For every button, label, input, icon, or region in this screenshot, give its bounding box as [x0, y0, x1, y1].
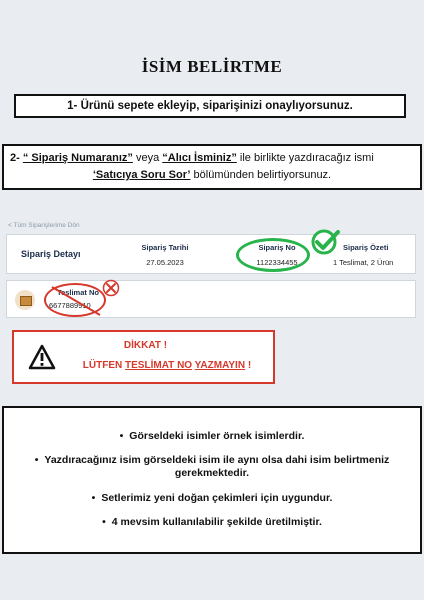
recipient-name-highlight: “Alıcı İsminiz”	[162, 152, 237, 164]
step-2-suffix: bölümünden belirtiyorsunuz.	[193, 169, 332, 181]
package-icon	[15, 290, 35, 310]
delivery-number-value: 6677889910	[49, 301, 91, 310]
strike-line	[44, 283, 106, 319]
order-number-circle	[236, 238, 310, 272]
page-title: İSİM BELİRTME	[141, 57, 283, 76]
note-item-continuation: gerekmektedir.	[174, 467, 250, 479]
warning-msg-delivery-no: TESLİMAT NO	[125, 360, 193, 371]
warning-msg-dont-write: YAZMAYIN	[194, 360, 246, 371]
warning-msg-pre: LÜTFEN	[82, 360, 123, 371]
step-1-box: 1- Ürünü sepete ekleyip, siparişinizi onaylıyorsunuz.	[14, 94, 406, 118]
step-2-line-1	[10, 150, 414, 167]
check-icon	[311, 229, 341, 255]
order-summary	[333, 243, 413, 267]
order-date	[125, 243, 205, 267]
step-2-or: veya	[135, 152, 160, 164]
step-2-mid: ile birlikte yazdıracağız ismi	[239, 152, 374, 164]
order-number-highlight: “ Sipariş Numaranız”	[22, 152, 133, 164]
delivery-number-label: Teslimat No	[57, 288, 99, 297]
cross-icon	[102, 279, 120, 297]
note-item: • Setlerimiz yeni doğan çekimleri için uygundur.	[91, 492, 333, 504]
warning-heading: DİKKAT !	[123, 340, 168, 351]
notes-box	[2, 406, 422, 554]
order-summary-value: 1 Teslimat, 2 Ürün	[333, 258, 394, 267]
order-date-label: Sipariş Tarihi	[141, 243, 189, 252]
note-item: • 4 mevsim kullanılabilir şekilde üretilmiştir.	[102, 516, 322, 528]
warning-message	[62, 360, 272, 371]
order-summary-label: Sipariş Özeti	[343, 243, 389, 252]
step-2-line-2	[10, 167, 414, 184]
ask-seller-highlight: ‘Satıcıya Soru Sor’	[92, 169, 191, 181]
order-date-value: 27.05.2023	[146, 258, 184, 267]
step-2-prefix: 2-	[10, 152, 20, 164]
warning-msg-post: !	[247, 360, 252, 371]
order-number-label: Sipariş No	[258, 243, 296, 252]
warning-box	[12, 330, 275, 384]
note-item: • Görseldeki isimler örnek isimlerdir.	[119, 430, 305, 442]
step-2-box	[2, 144, 422, 190]
order-detail-card	[6, 234, 416, 274]
order-detail-label: Sipariş Detayı	[21, 249, 81, 259]
note-item: • Yazdıracağınız isim görseldeki isim ile aynı olsa dahi isim belirtmeniz	[34, 454, 390, 466]
back-to-orders-link[interactable]: < Tüm Siparişlerime Dön	[8, 222, 80, 229]
order-number-value: 1122334455	[256, 258, 298, 267]
